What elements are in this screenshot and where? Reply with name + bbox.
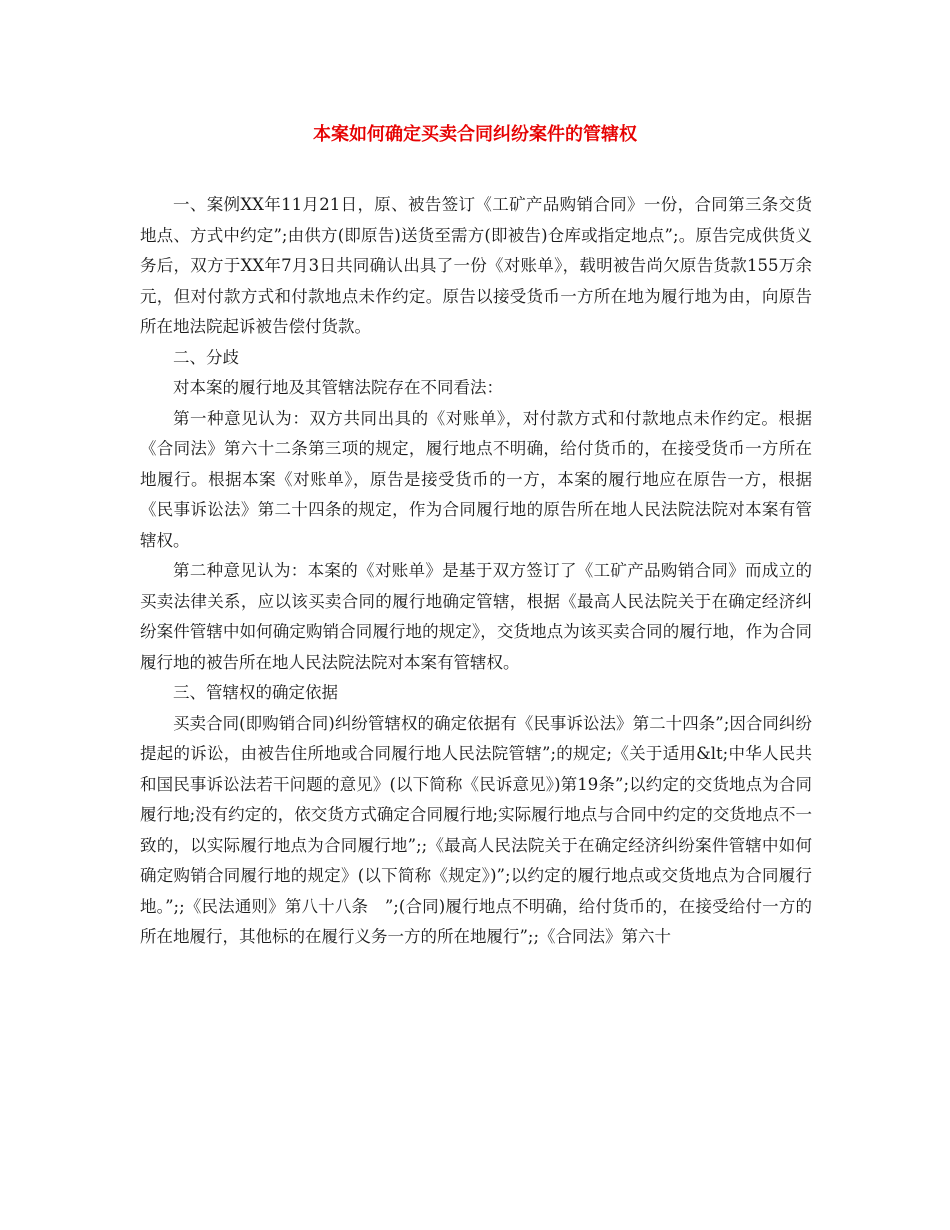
paragraph-first-opinion: 第一种意见认为：双方共同出具的《对账单》，对付款方式和付款地点未作约定。根据《合同法》第六十二条第三项的规定，履行地点不明确，给付货币的，在接受货币一方所在地履行。根据本案《对账单》，原告是接受货币的一方，本案的履行地应在原告一方，根据《民事诉讼法》第二十四条的规定，作为合同履行地的原告所在地人民法院法院对本案有管辖权。 <box>140 408 812 550</box>
paragraph-jurisdiction-basis: 买卖合同(即购销合同)纠纷管辖权的确定依据有《民事诉讼法》第二十四条”;因合同纠纷提起的诉讼，由被告住所地或合同履行地人民法院管辖”;的规定;《关于适用&lt;中华人民共和国民事诉讼法若干问题的意见》(以下简称《民诉意见》)第19条”;以约定的交货地点为合同履行地;没有约定的，依交货方式确定合同履行地;实际履行地点与合同中约定的交货地点不一致的，以实际履行地点为合同履行地”;;《最高人民法院关于在确定经济纠纷案件管辖中如何确定购销合同履行地的规定》(以下简称《规定》)”;以约定的履行地点或交货地点为合同履行地。”;;《民法通则》第八十八条 ”;(合同)履行地点不明确，给付货币的，在接受给付一方的所在地履行，其他标的在履行义务一方的所在地履行”;;《合同法》第六十 <box>140 713 812 946</box>
heading-jurisdiction-basis: 三、管辖权的确定依据 <box>173 683 338 702</box>
heading-disagreement: 二、分歧 <box>173 347 239 367</box>
paragraph-views-intro: 对本案的履行地及其管辖法院存在不同看法： <box>173 378 503 397</box>
paragraph-case: 一、案例XX年11月21日，原、被告签订《工矿产品购销合同》一份，合同第三条交货地点、方式中约定”;由供方(即原告)送货至需方(即被告)仓库或指定地点”;。原告完成供货义务后，双方于XX年7月3日共同确认出具了一份《对账单》，载明被告尚欠原告货款155万余元，但对付款方式和付款地点未作约定。原告以接受货币一方所在地为履行地为由，向原告所在地法院起诉被告偿付货款。 <box>140 195 812 336</box>
document-title: 本案如何确定买卖合同纠纷案件的管辖权 <box>313 124 637 145</box>
paragraph-second-opinion: 第二种意见认为：本案的《对账单》是基于双方签订了《工矿产品购销合同》而成立的买卖法律关系，应以该买卖合同的履行地确定管辖，根据《最高人民法院关于在确定经济纠纷案件管辖中如何确定购销合同履行地的规定》，交货地点为该买卖合同的履行地，作为合同履行地的被告所在地人民法院法院对本案有管辖权。 <box>140 561 812 672</box>
document-body <box>140 190 812 953</box>
